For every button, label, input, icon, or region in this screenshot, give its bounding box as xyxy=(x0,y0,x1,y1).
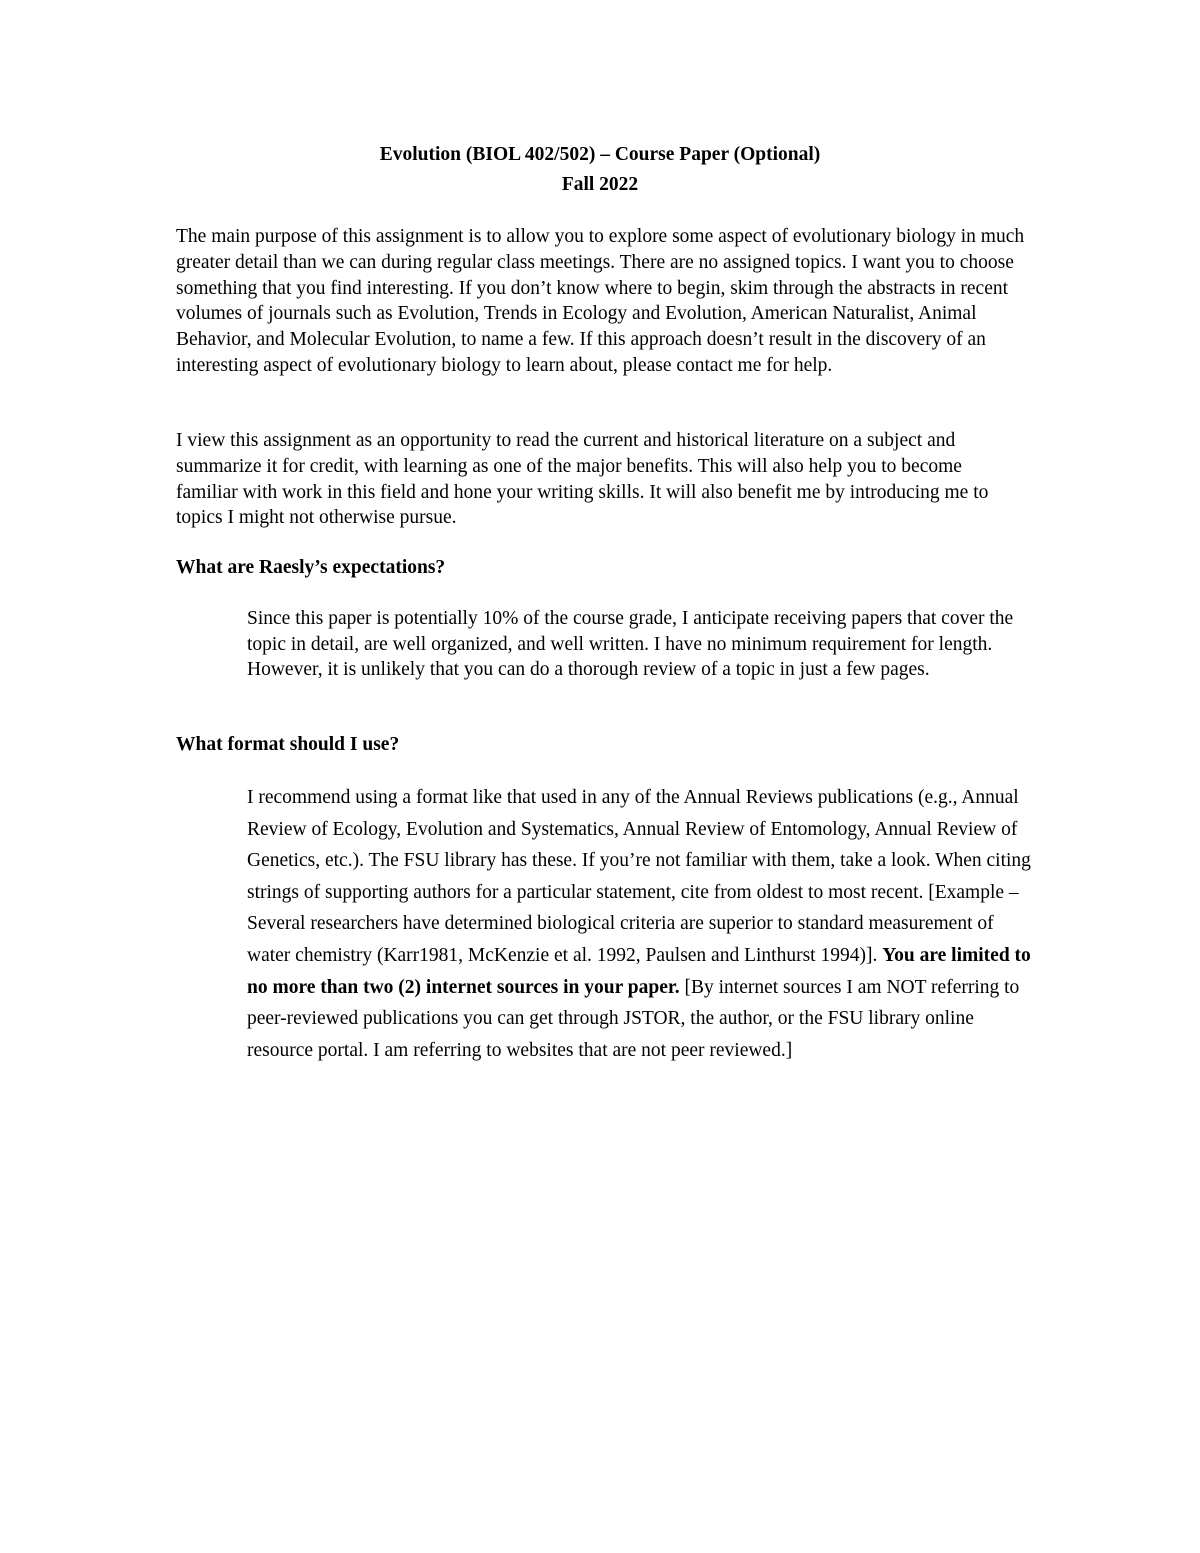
section-body-format xyxy=(247,782,1037,1066)
format-text-part1: I recommend using a format like that used in any of the Annual Reviews publications (e.g., Annual Review of Ecology, Evolution and Systematics, Annual Review of Entomology, Annual Review of Genetics, etc.). The FSU library has these. If you’re not familiar with them, take a look. When citing strings of supporting authors for a particular statement, cite from oldest to most recent. [Example – Several researchers have determined biological criteria are superior to standard measurement of water chemistry (Karr1981, McKenzie et al. 1992, Paulsen and Linthurst 1994)]. xyxy=(247,787,1031,966)
section-body-expectations: Since this paper is potentially 10% of the course grade, I anticipate receiving papers that cover the topic in detail, are well organized, and well written. I have no minimum requirement for length. However, it is unlikely that you can do a thorough review of a topic in just a few pages. xyxy=(247,608,1014,681)
section-heading-expectations: What are Raesly’s expectations? xyxy=(176,557,446,578)
document-title: Evolution (BIOL 402/502) – Course Paper (Optional) xyxy=(379,144,821,165)
format-text-part2: [By internet sources I am NOT referring to peer-reviewed publications you can get through JSTOR, the author, or the FSU library online resource portal. I am referring to websites that are not peer reviewed.] xyxy=(247,976,1020,1061)
intro-paragraph: The main purpose of this assignment is to allow you to explore some aspect of evolutionary biology in much greater detail than we can during regular class meetings. There are no assigned topics. I want you to choose something that you find interesting. If you don’t know where to begin, skim through the abstracts in recent volumes of journals such as Evolution, Trends in Ecology and Evolution, American Naturalist, Animal Behavior, and Molecular Evolution, to name a few. If this approach doesn’t result in the discovery of an interesting aspect of evolutionary biology to learn about, please contact me for help. xyxy=(176,226,1025,376)
document-subtitle: Fall 2022 xyxy=(561,174,639,195)
second-paragraph: I view this assignment as an opportunity to read the current and historical literature on a subject and summarize it for credit, with learning as one of the major benefits. This will also help you to become familiar with work in this field and hone your writing skills. It will also benefit me by introducing me to topics I might not otherwise pursue. xyxy=(176,430,989,529)
internet-sources-limit: You are limited to no more than two (2) internet sources in your paper. xyxy=(247,944,1031,998)
section-heading-format: What format should I use? xyxy=(176,734,400,755)
